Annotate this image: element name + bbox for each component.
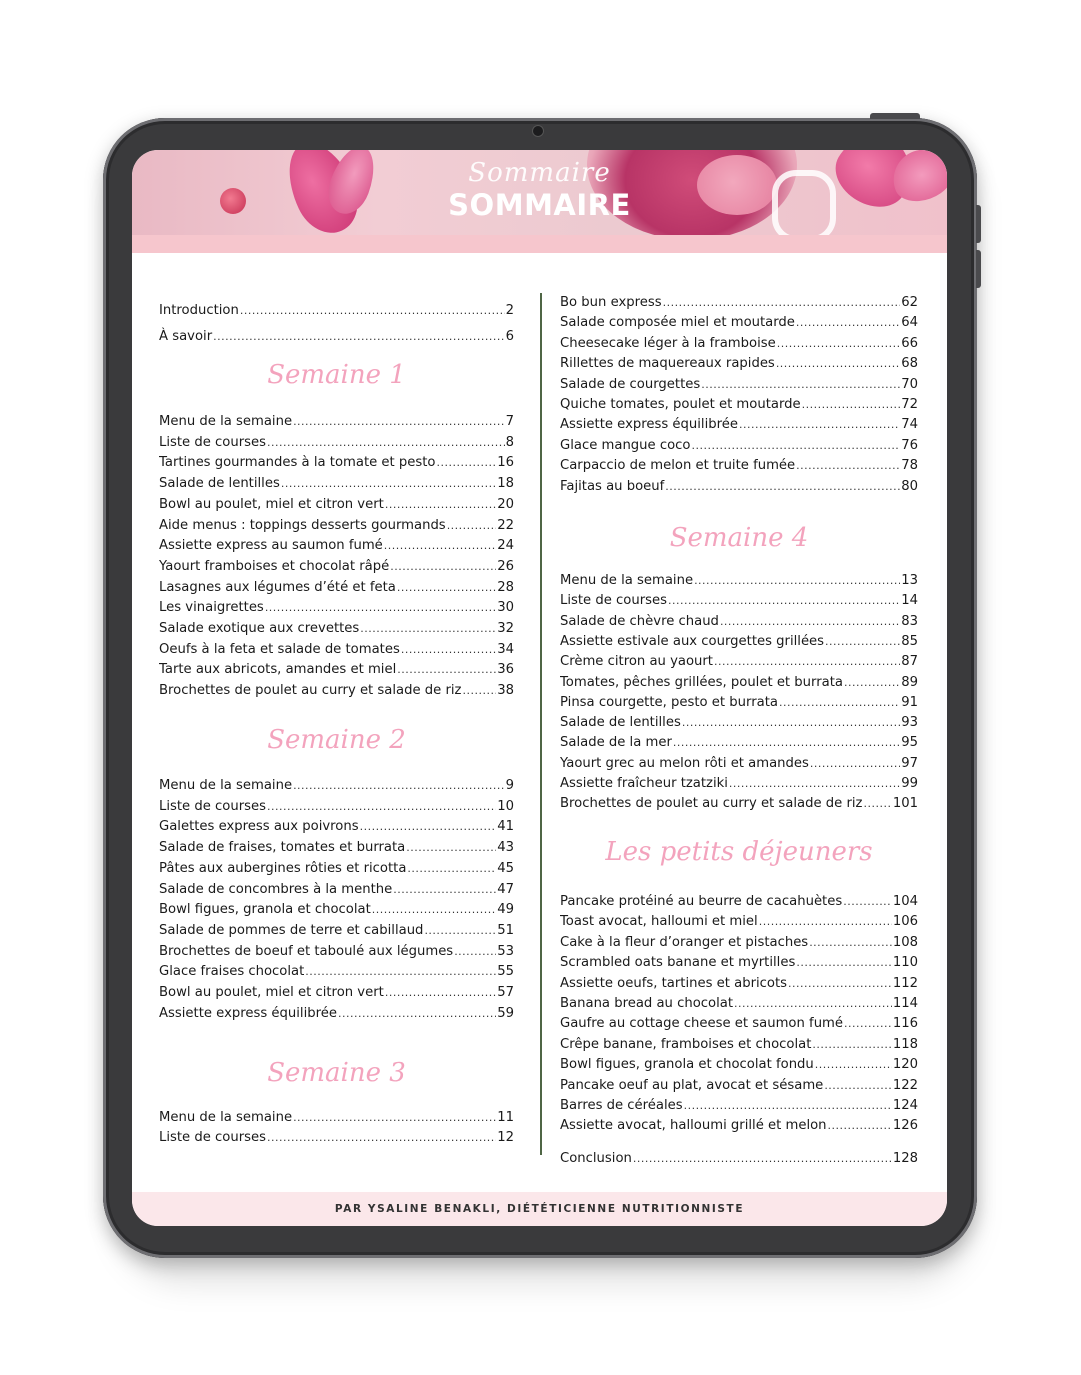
- toc-entry-page: 11: [497, 1110, 514, 1125]
- dot-leader: [424, 921, 496, 941]
- tablet-screen: [132, 150, 947, 1226]
- toc-entry[interactable]: [560, 456, 918, 476]
- toc-entry[interactable]: [159, 1108, 514, 1128]
- toc-entry[interactable]: [159, 859, 514, 879]
- toc-entry-title: Brochettes de poulet au curry et salade de riz: [159, 683, 462, 699]
- toc-entry-page: 24: [497, 538, 514, 554]
- dot-leader: [372, 900, 496, 920]
- toc-entry-page: 12: [497, 1130, 514, 1145]
- toc-entry[interactable]: [560, 713, 918, 733]
- dot-leader: [633, 1149, 892, 1169]
- toc-entry-page: 59: [497, 1005, 514, 1021]
- toc-entry-page: 72: [901, 397, 918, 412]
- dot-leader: [401, 640, 496, 660]
- toc-entry-title: Rillettes de maquereaux rapides: [560, 356, 775, 372]
- toc-entry-title: Galettes express aux poivrons: [159, 819, 359, 835]
- toc-entry-page: 104: [892, 894, 918, 909]
- toc-entry-page: 32: [497, 621, 514, 636]
- toc-entry[interactable]: [159, 660, 514, 680]
- toc-entry[interactable]: [560, 1116, 918, 1136]
- dot-leader: [779, 693, 900, 713]
- toc-entry-page: 18: [497, 476, 514, 492]
- toc-entry-title: Quiche tomates, poulet et moutarde: [560, 397, 801, 412]
- toc-entry-page: 55: [497, 964, 514, 980]
- dot-leader: [796, 313, 900, 333]
- dot-leader: [385, 495, 496, 515]
- toc-entry[interactable]: [159, 516, 514, 536]
- toc-entry-title: Salade de lentilles: [159, 476, 280, 492]
- author-footer: PAR YSALINE BENAKLI, DIÉTÉTICIENNE NUTRITIONNISTE: [132, 1192, 947, 1226]
- toc-entry-title: Tartines gourmandes à la tomate et pesto: [159, 455, 436, 471]
- toc-entry-title: Pâtes aux aubergines rôties et ricotta: [159, 860, 407, 876]
- toc-entry-title: Aide menus : toppings desserts gourmands: [159, 517, 446, 533]
- toc-entry-title: Cake à la fleur d’oranger et pistaches: [560, 934, 809, 950]
- toc-entry[interactable]: [560, 415, 918, 435]
- dot-leader: [360, 817, 497, 837]
- toc-entry-title: Salade de chèvre chaud: [560, 613, 719, 629]
- toc-entry-page: 128: [892, 1151, 918, 1166]
- dot-leader: [673, 733, 900, 753]
- dot-leader: [406, 838, 496, 858]
- toc-entry-title: Liste de courses: [159, 434, 266, 450]
- toc-entry[interactable]: [560, 933, 918, 953]
- toc-entry-page: 95: [901, 735, 918, 751]
- toc-entry[interactable]: [560, 1076, 918, 1096]
- section-heading: Les petits déjeuners: [605, 837, 873, 867]
- dot-leader: [739, 415, 900, 435]
- toc-entry-title: Tarte aux abricots, amandes et miel: [159, 662, 397, 678]
- dot-leader: [454, 942, 496, 962]
- dot-leader: [462, 681, 496, 701]
- toc-entry-title: Bowl figues, granola et chocolat fondu: [560, 1057, 814, 1073]
- toc-entry-title: Toast avocat, halloumi et miel: [560, 914, 758, 930]
- dot-leader: [682, 713, 900, 733]
- toc-entry-page: 78: [901, 458, 918, 474]
- dot-leader: [240, 301, 505, 321]
- toc-entry-page: 87: [901, 654, 918, 670]
- toc-entry[interactable]: [159, 557, 514, 577]
- toc-entry-page: 124: [892, 1098, 918, 1113]
- toc-entry[interactable]: [159, 1128, 514, 1148]
- toc-entry-page: 51: [497, 922, 514, 938]
- dot-leader: [267, 1128, 496, 1148]
- toc-entry-page: 6: [505, 329, 514, 344]
- toc-entry[interactable]: [159, 817, 514, 837]
- toc-entry[interactable]: [560, 612, 918, 632]
- section-heading: Semaine 4: [669, 523, 809, 553]
- toc-entry-page: 97: [901, 755, 918, 771]
- toc-entry[interactable]: [159, 536, 514, 556]
- toc-entry[interactable]: [159, 619, 514, 639]
- toc-entry-page: 122: [892, 1077, 918, 1093]
- toc-entry-title: Assiette express au saumon fumé: [159, 538, 383, 554]
- dot-leader: [281, 474, 496, 494]
- section-heading: Semaine 2: [267, 725, 406, 755]
- dot-leader: [305, 962, 496, 982]
- toc-entry[interactable]: [560, 1149, 918, 1169]
- toc-entry-title: Bowl au poulet, miel et citron vert: [159, 985, 384, 1000]
- toc-entry[interactable]: [159, 412, 514, 432]
- dot-leader: [825, 632, 900, 652]
- toc-entry-page: 66: [901, 335, 918, 351]
- toc-entry[interactable]: [560, 994, 918, 1014]
- dot-leader: [397, 660, 496, 680]
- toc-entry[interactable]: [159, 640, 514, 660]
- toc-entry[interactable]: [560, 1014, 918, 1034]
- dot-leader: [293, 412, 505, 432]
- dot-leader: [796, 456, 900, 476]
- toc-entry-title: Menu de la semaine: [560, 573, 694, 588]
- toc-entry-page: 116: [892, 1016, 918, 1032]
- toc-entry[interactable]: [159, 453, 514, 473]
- dot-leader: [668, 591, 900, 611]
- dot-leader: [407, 859, 496, 879]
- toc-entry[interactable]: [159, 681, 514, 701]
- toc-entry-title: Cheesecake léger à la framboise: [560, 335, 776, 351]
- dot-leader: [843, 892, 892, 912]
- toc-entry[interactable]: [159, 921, 514, 941]
- toc-entry-title: Assiette express équilibrée: [560, 417, 738, 433]
- toc-entry-title: Glace mangue coco: [560, 437, 691, 453]
- toc-entry-page: 108: [892, 934, 918, 950]
- dot-leader: [701, 375, 900, 395]
- volume-up-button: [976, 205, 981, 243]
- dot-leader: [338, 1004, 496, 1024]
- toc-entry[interactable]: [560, 632, 918, 652]
- dot-leader: [360, 619, 496, 639]
- toc-entry-page: 53: [497, 943, 514, 959]
- toc-entry-title: Salade composée miel et moutarde: [560, 315, 795, 331]
- toc-entry-page: 2: [505, 303, 514, 318]
- toc-entry[interactable]: [159, 838, 514, 858]
- dot-leader: [447, 516, 497, 536]
- toc-entry-page: 47: [497, 881, 514, 897]
- toc-entry[interactable]: [560, 1096, 918, 1116]
- toc-entry[interactable]: [560, 436, 918, 456]
- toc-entry-page: 93: [901, 715, 918, 731]
- toc-entry-title: Bowl au poulet, miel et citron vert: [159, 496, 384, 512]
- toc-entry-title: Gaufre au cottage cheese et saumon fumé: [560, 1016, 844, 1032]
- toc-entry-page: 57: [497, 985, 514, 1000]
- toc-entry-page: 110: [892, 955, 918, 971]
- toc-entry-page: 118: [892, 1036, 918, 1052]
- toc-entry[interactable]: [560, 354, 918, 374]
- toc-entry-title: Crêpe banane, framboises et chocolat: [560, 1036, 812, 1052]
- toc-entry-title: Bowl figues, granola et chocolat: [159, 902, 371, 918]
- dot-leader: [714, 652, 900, 672]
- dot-leader: [293, 1108, 496, 1128]
- toc-entry[interactable]: [560, 912, 918, 932]
- toc-entry-page: 83: [901, 613, 918, 629]
- toc-entry-title: Yaourt framboises et chocolat râpé: [159, 558, 390, 574]
- toc-entry[interactable]: [560, 313, 918, 333]
- dot-leader: [759, 912, 892, 932]
- toc-entry-title: Crème citron au yaourt: [560, 654, 713, 670]
- toc-entry-title: Assiette estivale aux courgettes grillées: [560, 633, 825, 649]
- toc-entry-title: Brochettes de poulet au curry et salade de riz: [560, 796, 863, 812]
- toc-entry[interactable]: [159, 900, 514, 920]
- toc-entry-page: 64: [901, 315, 918, 331]
- toc-entry-page: 20: [497, 496, 514, 512]
- header-banner: [132, 150, 947, 235]
- toc-entry-title: Bo bun express: [560, 295, 662, 310]
- toc-entry[interactable]: [560, 754, 918, 774]
- dot-leader: [788, 974, 892, 994]
- toc-entry-page: 120: [892, 1057, 918, 1073]
- toc-entry[interactable]: [560, 375, 918, 395]
- dot-leader: [437, 453, 497, 473]
- toc-entry[interactable]: [159, 433, 514, 453]
- toc-entry-title: Salade de lentilles: [560, 715, 681, 731]
- toc-entry-title: Salade de fraises, tomates et burrata: [159, 840, 406, 856]
- toc-entry-title: Assiette fraîcheur tzatziki: [560, 776, 728, 791]
- dot-leader: [809, 933, 892, 953]
- dot-leader: [734, 994, 892, 1014]
- dot-leader: [796, 953, 892, 973]
- toc-entry-title: Oeufs à la feta et salade de tomates: [159, 641, 400, 657]
- toc-entry-page: 41: [497, 819, 514, 835]
- toc-entry-page: 14: [901, 593, 918, 609]
- dot-leader: [824, 1076, 892, 1096]
- toc-entry[interactable]: [159, 578, 514, 598]
- dot-leader: [691, 436, 900, 456]
- toc-entry[interactable]: [560, 1055, 918, 1075]
- dot-leader: [213, 327, 504, 347]
- toc-entry-page: 68: [901, 356, 918, 372]
- toc-entry-title: Liste de courses: [560, 593, 667, 609]
- toc-entry-title: Salade de concombres à la menthe: [159, 881, 393, 897]
- toc-entry-page: 16: [497, 455, 514, 471]
- toc-entry[interactable]: [560, 892, 918, 912]
- toc-entry-title: Conclusion: [560, 1151, 632, 1166]
- toc-entry[interactable]: [159, 598, 514, 618]
- toc-entry[interactable]: [560, 1035, 918, 1055]
- camera-icon: [533, 126, 543, 136]
- toc-entry-title: Les vinaigrettes: [159, 600, 264, 616]
- toc-entry-title: Brochettes de boeuf et taboulé aux légumes: [159, 943, 454, 959]
- toc-entry-title: Assiette avocat, halloumi grillé et melon: [560, 1118, 827, 1134]
- toc-entry-page: 13: [901, 573, 918, 588]
- dot-leader: [684, 1096, 892, 1116]
- toc-entry-title: Salade de courgettes: [560, 376, 701, 392]
- toc-entry-title: Salade de la mer: [560, 735, 672, 751]
- toc-entry-page: 43: [497, 840, 514, 856]
- toc-entry-page: 80: [901, 478, 918, 494]
- dot-leader: [385, 983, 496, 1003]
- toc-entry-page: 106: [892, 914, 918, 930]
- dot-leader: [663, 293, 901, 313]
- toc-entry[interactable]: [159, 797, 514, 817]
- dot-leader: [390, 557, 496, 577]
- toc-entry-page: 28: [497, 579, 514, 595]
- toc-entry-title: Carpaccio de melon et truite fumée: [560, 458, 796, 474]
- banner-script-title: Sommaire: [468, 158, 611, 188]
- page-title: SOMMAIRE: [448, 188, 631, 222]
- dot-leader: [844, 1014, 892, 1034]
- toc-entry-title: Tomates, pêches grillées, poulet et burrata: [560, 674, 843, 690]
- dot-leader: [665, 477, 900, 497]
- toc-entry[interactable]: [560, 293, 918, 313]
- toc-entry-page: 89: [901, 674, 918, 690]
- toc-entry-page: 26: [497, 558, 514, 574]
- dot-leader: [729, 774, 900, 794]
- dot-leader: [293, 776, 505, 796]
- toc-entry-page: 126: [892, 1118, 918, 1134]
- dot-leader: [397, 578, 496, 598]
- toc-entry-title: Salade de pommes de terre et cabillaud: [159, 922, 424, 938]
- toc-entry[interactable]: [560, 794, 918, 814]
- toc-entry-page: 7: [505, 414, 514, 429]
- dot-leader: [776, 354, 900, 374]
- dot-leader: [265, 598, 496, 618]
- toc-entry-page: 74: [901, 417, 918, 433]
- toc-entry-page: 36: [497, 662, 514, 678]
- toc-entry-page: 9: [505, 778, 514, 793]
- dot-leader: [844, 673, 900, 693]
- toc-entry[interactable]: [159, 776, 514, 796]
- dot-leader: [384, 536, 496, 556]
- toc-entry-page: 112: [892, 975, 918, 991]
- toc-entry[interactable]: [560, 774, 918, 794]
- toc-entry[interactable]: [560, 334, 918, 354]
- toc-entry-page: 22: [497, 517, 514, 533]
- dot-leader: [815, 1055, 892, 1075]
- dot-leader: [812, 1035, 891, 1055]
- toc-entry-page: 38: [497, 683, 514, 699]
- pink-band: [132, 235, 947, 253]
- toc-entry-title: Menu de la semaine: [159, 1110, 293, 1125]
- toc-entry-title: Introduction: [159, 303, 239, 318]
- toc-entry[interactable]: [159, 495, 514, 515]
- toc-entry-title: Pinsa courgette, pesto et burrata: [560, 694, 778, 710]
- toc-entry-page: 8: [505, 434, 514, 450]
- dot-leader: [828, 1116, 892, 1136]
- toc-entry-title: Yaourt grec au melon rôti et amandes: [560, 755, 809, 771]
- toc-entry[interactable]: [159, 983, 514, 1003]
- toc-entry[interactable]: [159, 474, 514, 494]
- toc-entry-page: 91: [901, 694, 918, 710]
- dot-leader: [802, 395, 901, 415]
- toc-entry-title: Lasagnes aux légumes d’été et feta: [159, 579, 396, 595]
- toc-entry[interactable]: [159, 942, 514, 962]
- dot-leader: [694, 571, 900, 591]
- toc-entry[interactable]: [560, 974, 918, 994]
- toc-entry[interactable]: [560, 477, 918, 497]
- toc-entry-title: Liste de courses: [159, 798, 266, 814]
- dot-leader: [777, 334, 900, 354]
- toc-entry[interactable]: [159, 327, 514, 347]
- toc-entry[interactable]: [560, 673, 918, 693]
- toc-entry[interactable]: [159, 1004, 514, 1024]
- toc-entry[interactable]: [560, 591, 918, 611]
- toc-entry-page: 99: [901, 776, 918, 791]
- toc-entry-page: 62: [901, 295, 918, 310]
- toc-entry-title: Assiette express équilibrée: [159, 1005, 337, 1021]
- top-button: [870, 113, 920, 119]
- dot-leader: [720, 612, 900, 632]
- toc-entry-title: Salade exotique aux crevettes: [159, 621, 360, 636]
- toc-entry-title: Assiette oeufs, tartines et abricots: [560, 975, 788, 991]
- toc-entry-page: 10: [497, 798, 514, 814]
- toc-entry[interactable]: [159, 301, 514, 321]
- toc-entry-page: 49: [497, 902, 514, 918]
- toc-entry-page: 34: [497, 641, 514, 657]
- column-divider: [540, 293, 542, 1155]
- dot-leader: [863, 794, 891, 814]
- toc-entry-title: Fajitas au boeuf: [560, 478, 665, 494]
- toc-entry-title: Barres de céréales: [560, 1098, 683, 1113]
- toc-entry-title: Scrambled oats banane et myrtilles: [560, 955, 796, 971]
- dot-leader: [267, 797, 496, 817]
- dot-leader: [810, 754, 900, 774]
- dot-leader: [267, 433, 505, 453]
- toc-entry-title: Menu de la semaine: [159, 778, 293, 793]
- toc-entry-page: 30: [497, 600, 514, 616]
- toc-entry-page: 76: [901, 437, 918, 453]
- toc-entry-title: Pancake oeuf au plat, avocat et sésame: [560, 1077, 824, 1093]
- toc-entry[interactable]: [159, 962, 514, 982]
- toc-entry-page: 114: [892, 996, 918, 1011]
- section-heading: Semaine 3: [267, 1058, 406, 1088]
- section-heading: Semaine 1: [267, 360, 406, 390]
- dot-leader: [393, 880, 496, 900]
- toc-entry-page: 101: [892, 796, 918, 812]
- toc-entry[interactable]: [560, 953, 918, 973]
- toc-entry[interactable]: [560, 571, 918, 591]
- toc-entry[interactable]: [560, 395, 918, 415]
- toc-entry[interactable]: [159, 880, 514, 900]
- toc-entry-title: À savoir: [159, 329, 213, 344]
- toc-entry-title: Liste de courses: [159, 1130, 266, 1145]
- toc-entry-page: 85: [901, 633, 918, 649]
- toc-entry-page: 45: [497, 860, 514, 876]
- toc-entry-title: Glace fraises chocolat: [159, 964, 305, 980]
- toc-entry[interactable]: [560, 652, 918, 672]
- toc-entry-title: Menu de la semaine: [159, 414, 293, 429]
- toc-entry-page: 70: [901, 376, 918, 392]
- toc-entry-title: Banana bread au chocolat: [560, 996, 734, 1011]
- toc-entry[interactable]: [560, 733, 918, 753]
- volume-down-button: [976, 250, 981, 288]
- toc-entry[interactable]: [560, 693, 918, 713]
- toc-entry-title: Pancake protéiné au beurre de cacahuètes: [560, 894, 843, 909]
